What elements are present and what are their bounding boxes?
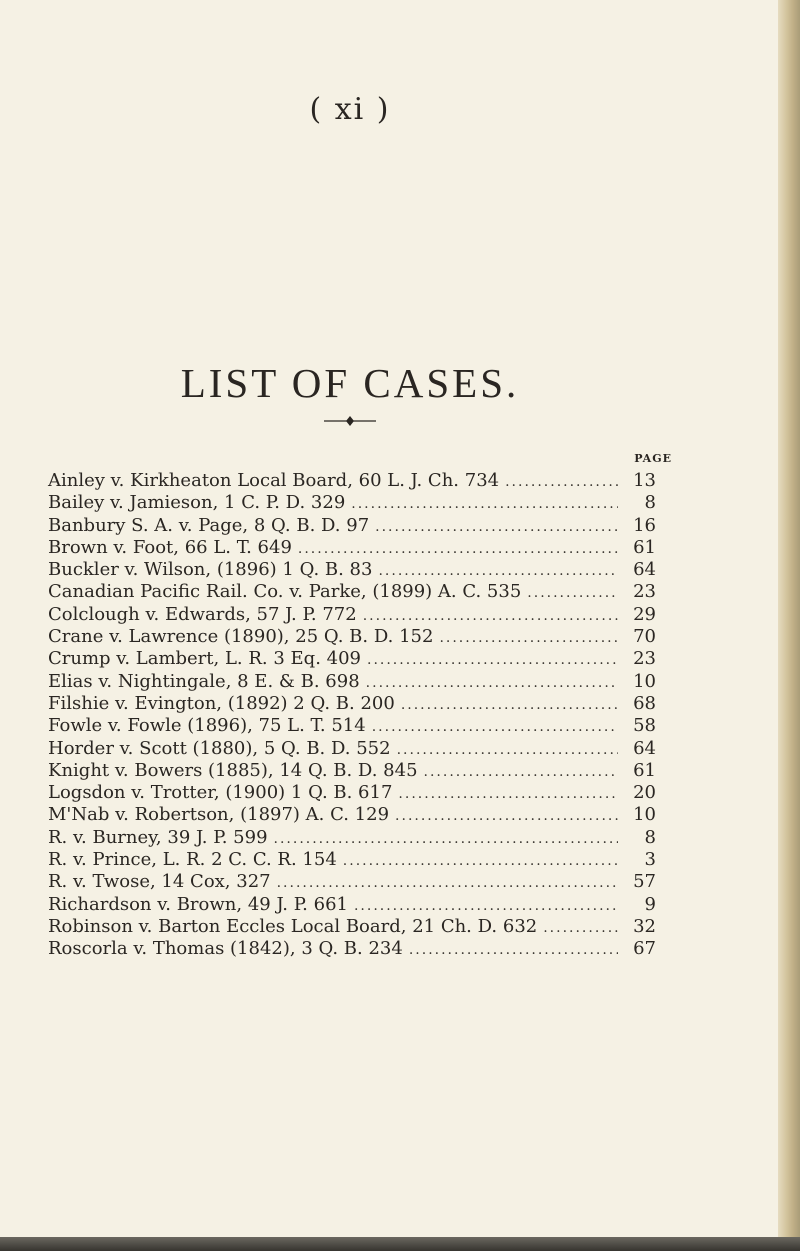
- case-name: Colclough v. Edwards, 57 J. P. 772: [48, 603, 357, 625]
- case-page-number: 23: [633, 648, 656, 670]
- case-row: [48, 782, 656, 804]
- case-page-number: 9: [644, 893, 656, 915]
- dot-leader: [398, 783, 618, 805]
- case-name: Horder v. Scott (1880), 5 Q. B. D. 552: [48, 737, 391, 759]
- case-page-number: 10: [633, 670, 656, 692]
- case-page-number: 8: [644, 826, 656, 848]
- dot-leader: [298, 538, 618, 560]
- case-page-number: 32: [633, 915, 656, 937]
- case-page-number: 20: [633, 782, 656, 804]
- case-row: [48, 738, 656, 760]
- dot-leader: [505, 471, 618, 493]
- case-row: [48, 715, 656, 737]
- dot-leader: [375, 516, 618, 538]
- case-name: Logsdon v. Trotter, (1900) 1 Q. B. 617: [48, 782, 393, 804]
- case-page-number: 70: [633, 626, 656, 648]
- case-row: [48, 648, 656, 670]
- case-row: [48, 871, 656, 893]
- case-name: R. v. Prince, L. R. 2 C. C. R. 154: [48, 849, 337, 871]
- case-row: [48, 604, 656, 626]
- case-name: M'Nab v. Robertson, (1897) A. C. 129: [48, 804, 390, 826]
- page-edge: [778, 0, 800, 1251]
- dot-leader: [277, 872, 618, 894]
- dot-leader: [397, 739, 618, 761]
- case-name: Filshie v. Evington, (1892) 2 Q. B. 200: [48, 692, 395, 714]
- case-row: [48, 515, 656, 537]
- bottom-page-edge: [0, 1237, 800, 1251]
- case-name: R. v. Burney, 39 J. P. 599: [48, 826, 268, 848]
- case-page-number: 67: [633, 938, 656, 960]
- case-name: Ainley v. Kirkheaton Local Board, 60 L. J. Ch. 734: [48, 470, 500, 491]
- case-page-number: 23: [633, 581, 656, 603]
- case-page-number: 61: [633, 759, 656, 781]
- page-title: LIST OF CASES.: [180, 360, 520, 407]
- dot-leader: [366, 672, 618, 694]
- page-folio: ( xi ): [309, 92, 391, 127]
- dot-leader: [527, 582, 618, 604]
- case-name: Canadian Pacific Rail. Co. v. Parke, (1899) A. C. 535: [48, 581, 522, 603]
- dot-leader: [354, 895, 618, 917]
- case-name: Bailey v. Jamieson, 1 C. P. D. 329: [48, 492, 346, 514]
- case-page-number: 58: [633, 715, 656, 737]
- dot-leader: [378, 560, 618, 582]
- diamond-rule-ornament: [324, 416, 376, 426]
- case-page-number: 13: [633, 470, 656, 491]
- case-name: Fowle v. Fowle (1896), 75 L. T. 514: [48, 715, 366, 737]
- case-page-number: 64: [633, 559, 656, 581]
- case-row: [48, 537, 656, 559]
- case-row: [48, 760, 656, 782]
- case-row: [48, 804, 656, 826]
- case-row: [48, 938, 656, 960]
- case-row: [48, 626, 656, 648]
- case-name: Brown v. Foot, 66 L. T. 649: [48, 536, 292, 558]
- dot-leader: [343, 850, 618, 872]
- dot-leader: [367, 649, 618, 671]
- case-row: [48, 827, 656, 849]
- case-page-number: 29: [633, 603, 656, 625]
- case-page-number: 3: [644, 849, 656, 871]
- dot-leader: [401, 694, 618, 716]
- dot-leader: [543, 917, 618, 939]
- case-row: [48, 492, 656, 514]
- case-row: [48, 849, 656, 871]
- case-name: Richardson v. Brown, 49 J. P. 661: [48, 893, 348, 915]
- case-page-number: 68: [633, 692, 656, 714]
- case-page-number: 8: [644, 492, 656, 514]
- dot-leader: [363, 605, 618, 627]
- case-row: [48, 559, 656, 581]
- case-name: Crane v. Lawrence (1890), 25 Q. B. D. 152: [48, 626, 434, 648]
- page-column-label: PAGE: [634, 452, 672, 465]
- dot-leader: [351, 493, 618, 515]
- case-name: Knight v. Bowers (1885), 14 Q. B. D. 845: [48, 759, 418, 781]
- case-row: [48, 693, 656, 715]
- case-list: [48, 470, 656, 961]
- case-row: [48, 581, 656, 603]
- case-page-number: 61: [633, 536, 656, 558]
- case-name: R. v. Twose, 14 Cox, 327: [48, 871, 271, 893]
- case-row: [48, 671, 656, 693]
- dot-leader: [409, 939, 618, 961]
- case-name: Elias v. Nightingale, 8 E. & B. 698: [48, 670, 360, 692]
- dot-leader: [439, 627, 618, 649]
- case-name: Banbury S. A. v. Page, 8 Q. B. D. 97: [48, 514, 370, 536]
- case-name: Buckler v. Wilson, (1896) 1 Q. B. 83: [48, 559, 373, 581]
- dot-leader: [274, 828, 618, 850]
- case-page-number: 16: [633, 514, 656, 536]
- case-page-number: 57: [633, 871, 656, 893]
- case-page-number: 64: [633, 737, 656, 759]
- dot-leader: [395, 805, 618, 827]
- case-name: Robinson v. Barton Eccles Local Board, 21 Ch. D. 632: [48, 915, 538, 937]
- case-name: Roscorla v. Thomas (1842), 3 Q. B. 234: [48, 938, 403, 960]
- dot-leader: [424, 761, 618, 783]
- case-page-number: 10: [633, 804, 656, 826]
- case-name: Crump v. Lambert, L. R. 3 Eq. 409: [48, 648, 361, 670]
- case-row: [48, 916, 656, 938]
- case-row: [48, 894, 656, 916]
- dot-leader: [372, 716, 618, 738]
- case-row: [48, 470, 656, 492]
